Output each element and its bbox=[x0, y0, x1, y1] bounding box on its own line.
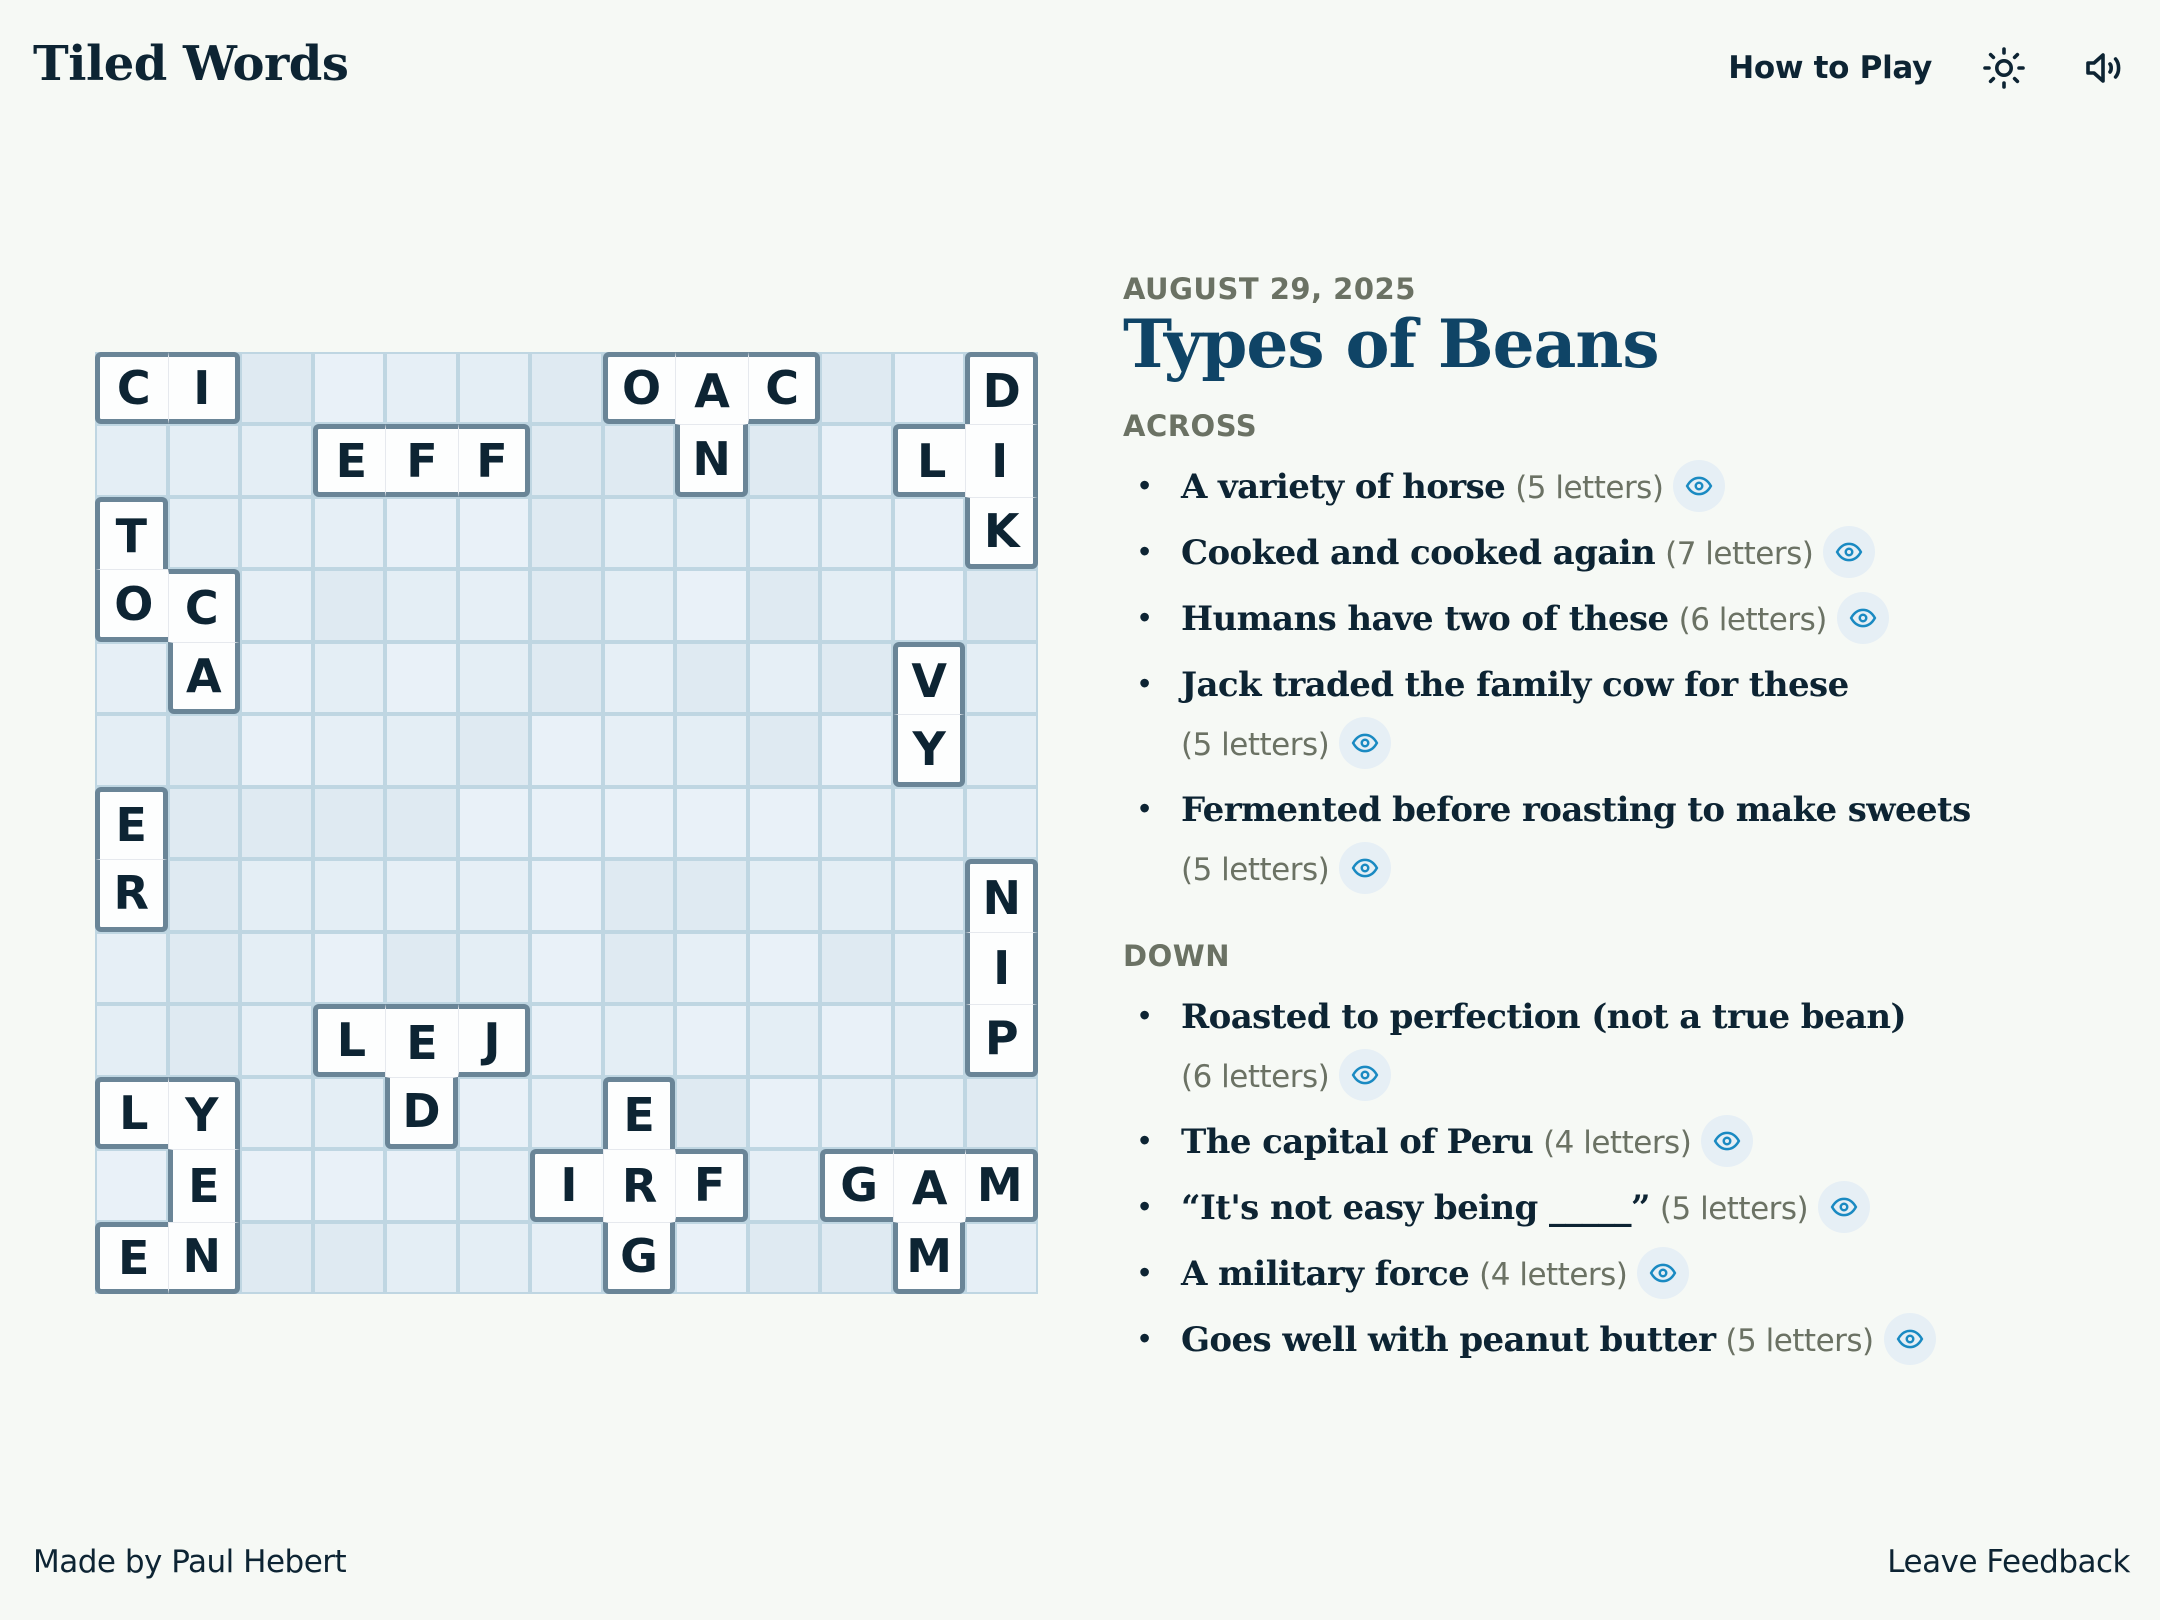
letter-tile[interactable]: L bbox=[893, 424, 966, 496]
board-cell[interactable] bbox=[458, 932, 531, 1004]
board-cell[interactable] bbox=[748, 787, 821, 859]
board-cell[interactable] bbox=[240, 424, 313, 496]
board-cell[interactable] bbox=[675, 1222, 748, 1294]
board-cell[interactable] bbox=[603, 859, 676, 931]
board-cell[interactable] bbox=[675, 714, 748, 786]
board-cell[interactable] bbox=[313, 714, 386, 786]
board-cell[interactable] bbox=[965, 787, 1038, 859]
board-cell[interactable] bbox=[603, 1004, 676, 1076]
eye-icon bbox=[1895, 1324, 1925, 1354]
letter-tile[interactable]: N bbox=[675, 424, 748, 496]
board-cell[interactable] bbox=[603, 424, 676, 496]
board-cell[interactable] bbox=[820, 569, 893, 641]
letter-tile[interactable]: E bbox=[95, 1222, 168, 1294]
board-cell[interactable] bbox=[385, 1222, 458, 1294]
board-cell[interactable] bbox=[168, 424, 241, 496]
board-cell[interactable] bbox=[313, 569, 386, 641]
board-cell[interactable] bbox=[458, 1149, 531, 1221]
board-cell[interactable] bbox=[95, 932, 168, 1004]
letter-tile[interactable]: E bbox=[313, 424, 386, 496]
reveal-clue-button[interactable] bbox=[1823, 526, 1875, 578]
letter-tile[interactable]: D bbox=[385, 1077, 458, 1149]
eye-icon bbox=[1684, 471, 1714, 501]
eye-icon bbox=[1712, 1126, 1742, 1156]
puzzle-date: AUGUST 29, 2025 bbox=[1123, 272, 1416, 306]
board-cell[interactable] bbox=[168, 1004, 241, 1076]
board-cell[interactable] bbox=[675, 642, 748, 714]
board-cell[interactable] bbox=[530, 859, 603, 931]
board-cell[interactable] bbox=[893, 352, 966, 424]
sun-icon bbox=[1980, 44, 2028, 92]
board-cell[interactable] bbox=[240, 569, 313, 641]
letter-tile[interactable]: M bbox=[893, 1222, 966, 1294]
board-cell[interactable] bbox=[168, 932, 241, 1004]
board-cell[interactable] bbox=[530, 714, 603, 786]
letter-tile[interactable]: N bbox=[168, 1222, 241, 1294]
down-clue bbox=[1123, 1244, 2123, 1304]
board-cell[interactable] bbox=[603, 787, 676, 859]
board-cell[interactable] bbox=[820, 424, 893, 496]
letter-tile[interactable]: T bbox=[95, 497, 168, 569]
board-cell[interactable] bbox=[530, 1222, 603, 1294]
reveal-clue-button[interactable] bbox=[1701, 1115, 1753, 1167]
clue-length: (5 letters) bbox=[1515, 470, 1664, 507]
board-cell[interactable] bbox=[240, 714, 313, 786]
theme-toggle-button[interactable] bbox=[1976, 40, 2032, 96]
board-cell[interactable] bbox=[458, 787, 531, 859]
across-clue bbox=[1123, 457, 2123, 517]
letter-tile[interactable]: C bbox=[95, 352, 168, 424]
letter-tile[interactable]: R bbox=[95, 859, 168, 931]
letter-tile[interactable]: J bbox=[458, 1004, 531, 1076]
clue-text: Goes well with peanut butter bbox=[1181, 1320, 1716, 1361]
letter-tile[interactable]: I bbox=[965, 424, 1038, 496]
across-label: ACROSS bbox=[1123, 409, 1258, 444]
board-cell[interactable] bbox=[313, 1222, 386, 1294]
board-cell[interactable] bbox=[675, 1004, 748, 1076]
board-cell[interactable] bbox=[820, 352, 893, 424]
board-cell[interactable] bbox=[820, 714, 893, 786]
board-cell[interactable] bbox=[820, 1077, 893, 1149]
board-cell[interactable] bbox=[748, 1149, 821, 1221]
app-title: Tiled Words bbox=[33, 36, 349, 92]
across-clue bbox=[1123, 655, 2123, 774]
clue-text: Roasted to perfection (not a true bean) bbox=[1181, 997, 1906, 1038]
board-cell[interactable] bbox=[603, 932, 676, 1004]
letter-tile[interactable]: K bbox=[965, 497, 1038, 569]
board-cell[interactable] bbox=[313, 642, 386, 714]
clue-length: (5 letters) bbox=[1659, 1191, 1809, 1228]
clue-panel bbox=[1123, 272, 2123, 1410]
board-cell[interactable] bbox=[458, 714, 531, 786]
board-cell[interactable] bbox=[313, 1149, 386, 1221]
board-cell[interactable] bbox=[313, 787, 386, 859]
board-cell[interactable] bbox=[168, 787, 241, 859]
board-cell[interactable] bbox=[748, 642, 821, 714]
letter-tile[interactable]: Y bbox=[893, 714, 966, 786]
board-cell[interactable] bbox=[603, 714, 676, 786]
letter-tile[interactable]: E bbox=[95, 787, 168, 859]
reveal-clue-button[interactable] bbox=[1339, 717, 1391, 769]
board-cell[interactable] bbox=[893, 1077, 966, 1149]
board-cell[interactable] bbox=[748, 497, 821, 569]
board-cell[interactable] bbox=[748, 859, 821, 931]
board-cell[interactable] bbox=[893, 932, 966, 1004]
eye-icon bbox=[1829, 1192, 1859, 1222]
letter-tile[interactable]: I bbox=[965, 932, 1038, 1004]
letter-tile[interactable]: I bbox=[168, 352, 241, 424]
board-cell[interactable] bbox=[458, 1222, 531, 1294]
board-cell[interactable] bbox=[385, 932, 458, 1004]
board-cell[interactable] bbox=[748, 424, 821, 496]
board-cell[interactable] bbox=[530, 642, 603, 714]
letter-tile[interactable]: Y bbox=[168, 1077, 241, 1149]
down-clue bbox=[1123, 1178, 2123, 1238]
board-cell[interactable] bbox=[603, 497, 676, 569]
board-cell[interactable] bbox=[385, 642, 458, 714]
board-cell[interactable] bbox=[820, 859, 893, 931]
board-cell[interactable] bbox=[313, 859, 386, 931]
board-cell[interactable] bbox=[240, 787, 313, 859]
board-cell[interactable] bbox=[530, 352, 603, 424]
board-cell[interactable] bbox=[95, 642, 168, 714]
across-clue bbox=[1123, 523, 2123, 583]
reveal-clue-button[interactable] bbox=[1339, 842, 1391, 894]
board-cell[interactable] bbox=[748, 1222, 821, 1294]
letter-tile[interactable]: V bbox=[893, 642, 966, 714]
board-cell[interactable] bbox=[95, 714, 168, 786]
speaker-icon bbox=[2080, 44, 2128, 92]
reveal-clue-button[interactable] bbox=[1673, 460, 1725, 512]
board-cell[interactable] bbox=[530, 424, 603, 496]
board-cell[interactable] bbox=[748, 714, 821, 786]
board-cell[interactable] bbox=[530, 569, 603, 641]
eye-icon bbox=[1350, 1060, 1380, 1090]
board-cell[interactable] bbox=[385, 787, 458, 859]
board-cell[interactable] bbox=[240, 1004, 313, 1076]
board-cell[interactable] bbox=[965, 714, 1038, 786]
board-cell[interactable] bbox=[313, 1077, 386, 1149]
letter-tile[interactable]: E bbox=[385, 1004, 458, 1076]
board-cell[interactable] bbox=[168, 497, 241, 569]
credit-link[interactable]: Made by Paul Hebert bbox=[33, 1544, 347, 1580]
board-cell[interactable] bbox=[820, 1004, 893, 1076]
header-nav bbox=[1728, 40, 2132, 96]
board-cell[interactable] bbox=[385, 714, 458, 786]
board-cell[interactable] bbox=[675, 497, 748, 569]
clue-length: (5 letters) bbox=[1181, 727, 1330, 764]
board-cell[interactable] bbox=[240, 497, 313, 569]
board-cell[interactable] bbox=[95, 1004, 168, 1076]
board-cell[interactable] bbox=[748, 932, 821, 1004]
board-cell[interactable] bbox=[458, 642, 531, 714]
board-cell[interactable] bbox=[458, 1077, 531, 1149]
board-cell[interactable] bbox=[530, 1004, 603, 1076]
down-clue bbox=[1123, 1112, 2123, 1172]
board-cell[interactable] bbox=[313, 932, 386, 1004]
board-cell[interactable] bbox=[168, 859, 241, 931]
board-cell[interactable] bbox=[603, 569, 676, 641]
board-cell[interactable] bbox=[893, 497, 966, 569]
clue-length: (4 letters) bbox=[1479, 1257, 1628, 1294]
letter-tile[interactable]: M bbox=[965, 1149, 1038, 1221]
letter-tile[interactable]: E bbox=[168, 1149, 241, 1221]
board-cell[interactable] bbox=[893, 859, 966, 931]
board-cell[interactable] bbox=[530, 932, 603, 1004]
board-cell[interactable] bbox=[530, 1077, 603, 1149]
board-cell[interactable] bbox=[313, 497, 386, 569]
board-cell[interactable] bbox=[95, 1149, 168, 1221]
board-cell[interactable] bbox=[820, 787, 893, 859]
board-cell[interactable] bbox=[820, 497, 893, 569]
reveal-clue-button[interactable] bbox=[1818, 1181, 1870, 1233]
board-cell[interactable] bbox=[530, 787, 603, 859]
board-cell[interactable] bbox=[675, 569, 748, 641]
board-cell[interactable] bbox=[385, 1149, 458, 1221]
board-cell[interactable] bbox=[385, 859, 458, 931]
letter-tile[interactable]: D bbox=[965, 352, 1038, 424]
clue-length: (7 letters) bbox=[1665, 536, 1814, 573]
board-cell[interactable] bbox=[893, 787, 966, 859]
board-cell[interactable] bbox=[458, 497, 531, 569]
board-cell[interactable] bbox=[240, 1149, 313, 1221]
leave-feedback-link[interactable]: Leave Feedback bbox=[1887, 1544, 2130, 1580]
board-cell[interactable] bbox=[240, 859, 313, 931]
reveal-clue-button[interactable] bbox=[1339, 1049, 1391, 1101]
letter-tile[interactable]: L bbox=[95, 1077, 168, 1149]
clue-text: A military force bbox=[1181, 1254, 1470, 1295]
across-clue bbox=[1123, 780, 2123, 899]
eye-icon bbox=[1848, 603, 1878, 633]
clue-length: (5 letters) bbox=[1181, 852, 1330, 889]
board-cell[interactable] bbox=[820, 1222, 893, 1294]
board-cell[interactable] bbox=[893, 569, 966, 641]
clue-length: (4 letters) bbox=[1543, 1125, 1692, 1162]
board-cell[interactable] bbox=[965, 1222, 1038, 1294]
board-cell[interactable] bbox=[385, 497, 458, 569]
letter-tile[interactable]: R bbox=[603, 1149, 676, 1221]
down-clue bbox=[1123, 1310, 2123, 1370]
board-cell[interactable] bbox=[965, 569, 1038, 641]
letter-tile[interactable]: L bbox=[313, 1004, 386, 1076]
letter-tile[interactable]: O bbox=[603, 352, 676, 424]
board-cell[interactable] bbox=[820, 932, 893, 1004]
clue-length: (6 letters) bbox=[1678, 602, 1827, 639]
board-cell[interactable] bbox=[95, 424, 168, 496]
board-cell[interactable] bbox=[168, 714, 241, 786]
clue-text: Humans have two of these bbox=[1181, 599, 1669, 640]
across-clue bbox=[1123, 589, 2123, 649]
clue-length: (5 letters) bbox=[1725, 1323, 1874, 1360]
puzzle-title: Types of Beans bbox=[1123, 305, 1659, 383]
board-cell[interactable] bbox=[748, 569, 821, 641]
clue-text: Jack traded the family cow for these bbox=[1181, 665, 1849, 706]
letter-tile[interactable]: C bbox=[168, 569, 241, 641]
letter-tile[interactable]: F bbox=[675, 1149, 748, 1221]
board-cell[interactable] bbox=[893, 1004, 966, 1076]
board-cell[interactable] bbox=[675, 1077, 748, 1149]
letter-tile[interactable]: P bbox=[965, 1004, 1038, 1076]
board-cell[interactable] bbox=[240, 642, 313, 714]
eye-icon bbox=[1350, 728, 1380, 758]
letter-tile[interactable]: C bbox=[748, 352, 821, 424]
clue-text: Cooked and cooked again bbox=[1181, 533, 1656, 574]
eye-icon bbox=[1648, 1258, 1678, 1288]
board-cell[interactable] bbox=[965, 642, 1038, 714]
clue-text: “It's not easy being _____” bbox=[1181, 1188, 1650, 1229]
letter-tile[interactable]: A bbox=[893, 1149, 966, 1221]
board-cell[interactable] bbox=[385, 569, 458, 641]
board-cell[interactable] bbox=[240, 1077, 313, 1149]
board-cell[interactable] bbox=[748, 1077, 821, 1149]
board-cell[interactable] bbox=[240, 932, 313, 1004]
letter-tile[interactable]: G bbox=[820, 1149, 893, 1221]
board-cell[interactable] bbox=[675, 859, 748, 931]
board-cell[interactable] bbox=[675, 932, 748, 1004]
clue-text: The capital of Peru bbox=[1181, 1122, 1534, 1163]
letter-tile[interactable]: F bbox=[385, 424, 458, 496]
board-cell[interactable] bbox=[458, 569, 531, 641]
board-cell[interactable] bbox=[820, 642, 893, 714]
board-cell[interactable] bbox=[458, 859, 531, 931]
across-clue-list bbox=[1123, 457, 2123, 899]
how-to-play-link[interactable]: How to Play bbox=[1728, 50, 1932, 86]
board-cell[interactable] bbox=[385, 352, 458, 424]
board-cell[interactable] bbox=[458, 352, 531, 424]
board-cell[interactable] bbox=[530, 497, 603, 569]
board-cell[interactable] bbox=[240, 352, 313, 424]
letter-tile[interactable]: N bbox=[965, 859, 1038, 931]
clue-text: A variety of horse bbox=[1181, 467, 1506, 508]
board-cell[interactable] bbox=[675, 787, 748, 859]
board-cell[interactable] bbox=[603, 642, 676, 714]
down-clue-list bbox=[1123, 987, 2123, 1370]
letter-tile[interactable]: A bbox=[675, 352, 748, 424]
board-cell[interactable] bbox=[313, 352, 386, 424]
letter-tile[interactable]: G bbox=[603, 1222, 676, 1294]
reveal-clue-button[interactable] bbox=[1637, 1247, 1689, 1299]
eye-icon bbox=[1350, 853, 1380, 883]
letter-tile[interactable]: E bbox=[603, 1077, 676, 1149]
reveal-clue-button[interactable] bbox=[1837, 592, 1889, 644]
letter-tile[interactable]: F bbox=[458, 424, 531, 496]
board-cell[interactable] bbox=[240, 1222, 313, 1294]
board-cell[interactable] bbox=[748, 1004, 821, 1076]
down-label: DOWN bbox=[1123, 939, 1230, 974]
clue-text: Fermented before roasting to make sweets bbox=[1181, 790, 1971, 831]
clue-length: (6 letters) bbox=[1181, 1059, 1330, 1096]
sound-toggle-button[interactable] bbox=[2076, 40, 2132, 96]
reveal-clue-button[interactable] bbox=[1884, 1313, 1936, 1365]
letter-tile[interactable]: I bbox=[530, 1149, 603, 1221]
eye-icon bbox=[1834, 537, 1864, 567]
board-cell[interactable] bbox=[965, 1077, 1038, 1149]
down-clue bbox=[1123, 987, 2123, 1106]
letter-tile[interactable]: A bbox=[168, 642, 241, 714]
letter-tile[interactable]: O bbox=[95, 569, 168, 641]
